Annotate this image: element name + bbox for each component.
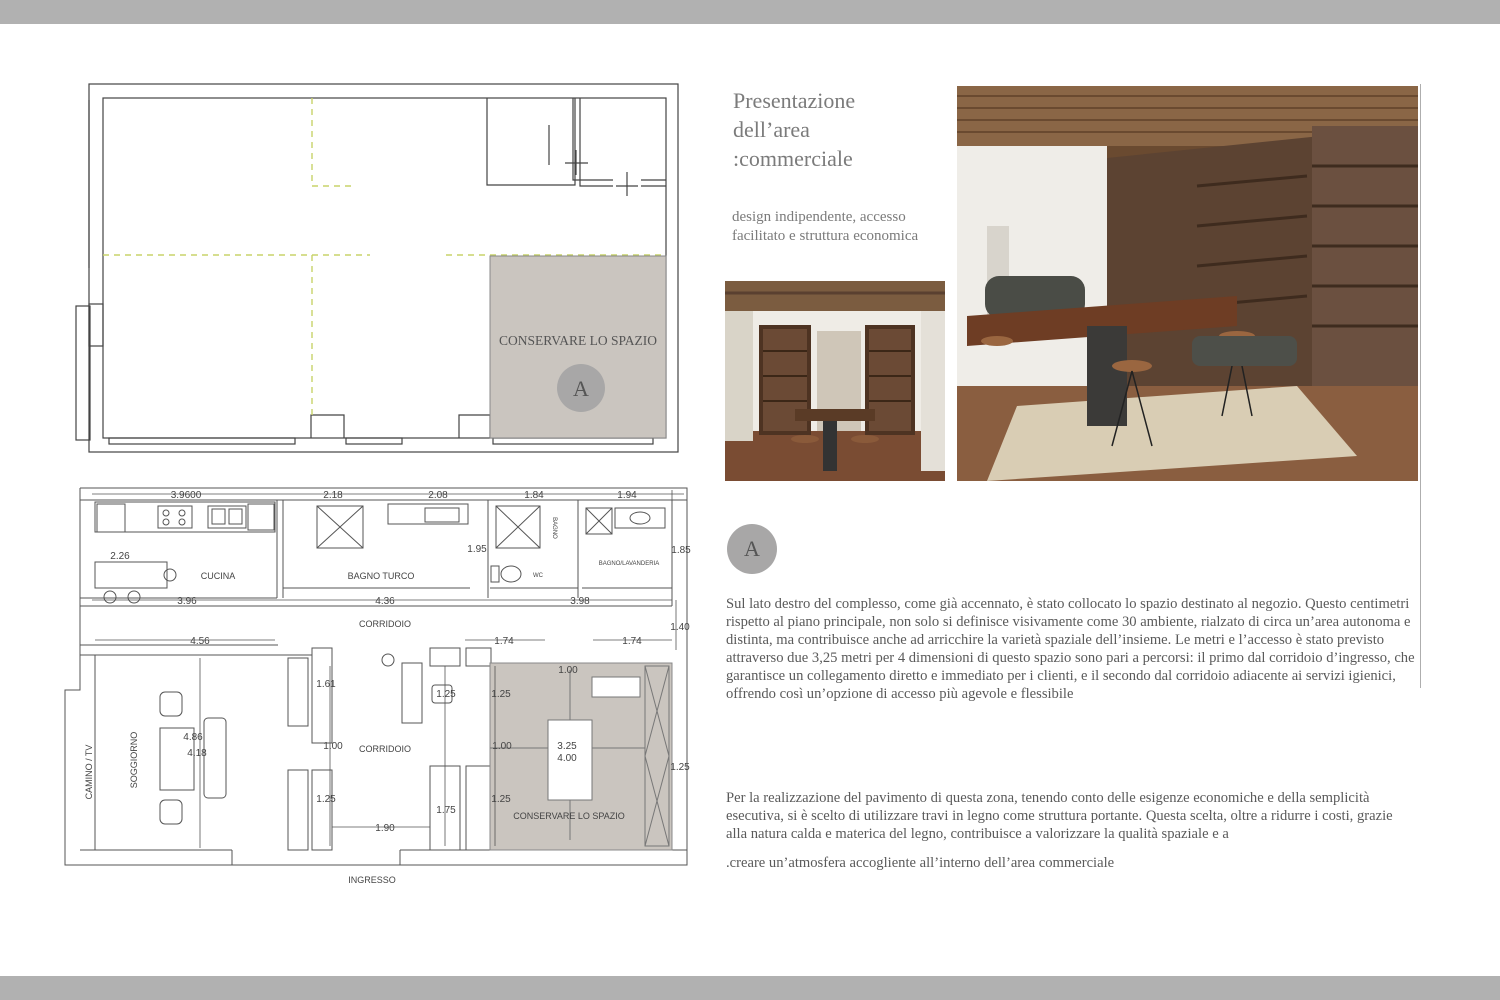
dim-label: 1.61 — [316, 679, 336, 690]
room-bagno-turco: BAGNO TURCO — [347, 571, 415, 581]
dim-label: 4.86 — [183, 732, 203, 743]
dim-label: 1.25 — [491, 794, 511, 805]
paragraph-2-text: Per la realizzazione del pavimento di questa zona, tenendo conto delle esigenze economiche e della semplicità esecutiva, si è scelto di utilizzare travi in legno come struttura portante. Questa scelta, oltre a ridurre i costi, grazie alla natura calda e materica del legno, contribuisce a valorizzare la qualità spaziale e a — [726, 790, 1393, 842]
divider-line — [1420, 84, 1421, 688]
room-ingresso: INGRESSO — [348, 875, 396, 885]
dim-label: 1.74 — [622, 636, 642, 647]
dim-label: 1.95 — [467, 544, 487, 555]
title-line: dell’area — [733, 117, 810, 142]
zone-badge-letter: A — [573, 376, 589, 401]
room-camino: CAMINO / TV — [84, 744, 94, 800]
floor-plan-detailed — [0, 470, 700, 900]
description-paragraph-1: Sul lato destro del complesso, come già accennato, è stato collocato lo spazio destinato al negozio. Questo centimetri rispetto al piano principale, non solo si definisce visivamente come 30 ambiente, rialzato di circa un’area autonoma e distinta, ma contribuisce anche ad arricchire la varietà spaziale dell’insieme. Le metri e l’accesso è stato previsto attraverso due 3,25 metri per 4 dimensioni di questo spazio sono pari a percorsi: il primo dal corridoio d’ingresso, che garantisce un collegamento diretto e immediato per i clienti, e il secondo dal corridoio adiacente ai servizi igienici, offrendo così un’opzione di accesso più agevole e flessibile — [726, 596, 1415, 702]
title-line: :commerciale — [733, 146, 853, 171]
table-dim: 3.25 — [557, 741, 577, 752]
table-dim: 4.00 — [557, 753, 577, 764]
dim-label: 1.90 — [375, 823, 395, 834]
room-conservare: CONSERVARE LO SPAZIO — [513, 811, 625, 821]
room-cucina: CUCINA — [200, 571, 236, 581]
dim-label: 1.25 — [316, 794, 336, 805]
dim-label: 2.08 — [428, 490, 448, 501]
room-soggiorno: SOGGIORNO — [129, 731, 139, 789]
dim-label: 3.98 — [570, 596, 590, 607]
shop-render-small — [725, 281, 945, 481]
paragraph-2-final-line: .creare un’atmosfera accogliente all’interno dell’area commerciale — [726, 855, 1115, 871]
room-lavanderia: BAGNO/LAVANDERIA — [598, 561, 660, 567]
section-badge: A — [727, 524, 777, 574]
dim-label: 1.25 — [436, 689, 456, 700]
dim-label: 3.9600 — [170, 490, 202, 501]
dim-label: 1.00 — [492, 741, 512, 752]
floor-plan-top — [0, 0, 700, 470]
shop-render-large — [957, 86, 1418, 481]
page-title — [733, 86, 933, 173]
dim-label: 1.25 — [491, 689, 511, 700]
room-wc: WC — [533, 573, 543, 579]
room-corridoio-2: CORRIDOIO — [358, 744, 412, 754]
bottom-band — [0, 976, 1500, 1000]
dim-label: 4.18 — [187, 748, 207, 759]
zone-label: CONSERVARE LO SPAZIO — [499, 333, 657, 348]
dim-label: 1.00 — [323, 741, 343, 752]
dim-label: 1.85 — [671, 545, 691, 556]
dim-label: 4.56 — [190, 636, 210, 647]
dim-label: 1.74 — [494, 636, 514, 647]
description-paragraph-2 — [726, 789, 1416, 872]
dim-label: 1.94 — [617, 490, 637, 501]
dim-label: 4.36 — [375, 596, 395, 607]
dim-label: 1.40 — [670, 622, 690, 633]
dim-label: 1.00 — [558, 665, 578, 676]
dim-label: 2.26 — [110, 551, 130, 562]
dim-label: 1.25 — [670, 762, 690, 773]
title-line: Presentazione — [733, 88, 856, 113]
dim-label: 1.84 — [524, 490, 544, 501]
room-corridoio-1: CORRIDOIO — [358, 619, 412, 629]
page-subtitle: design indipendente, accesso facilitato e struttura economica — [732, 209, 919, 244]
dim-label: 1.75 — [436, 805, 456, 816]
room-bagno: BAGNO — [551, 517, 557, 539]
dim-label: 2.18 — [323, 490, 343, 501]
dim-label: 3.96 — [177, 596, 197, 607]
